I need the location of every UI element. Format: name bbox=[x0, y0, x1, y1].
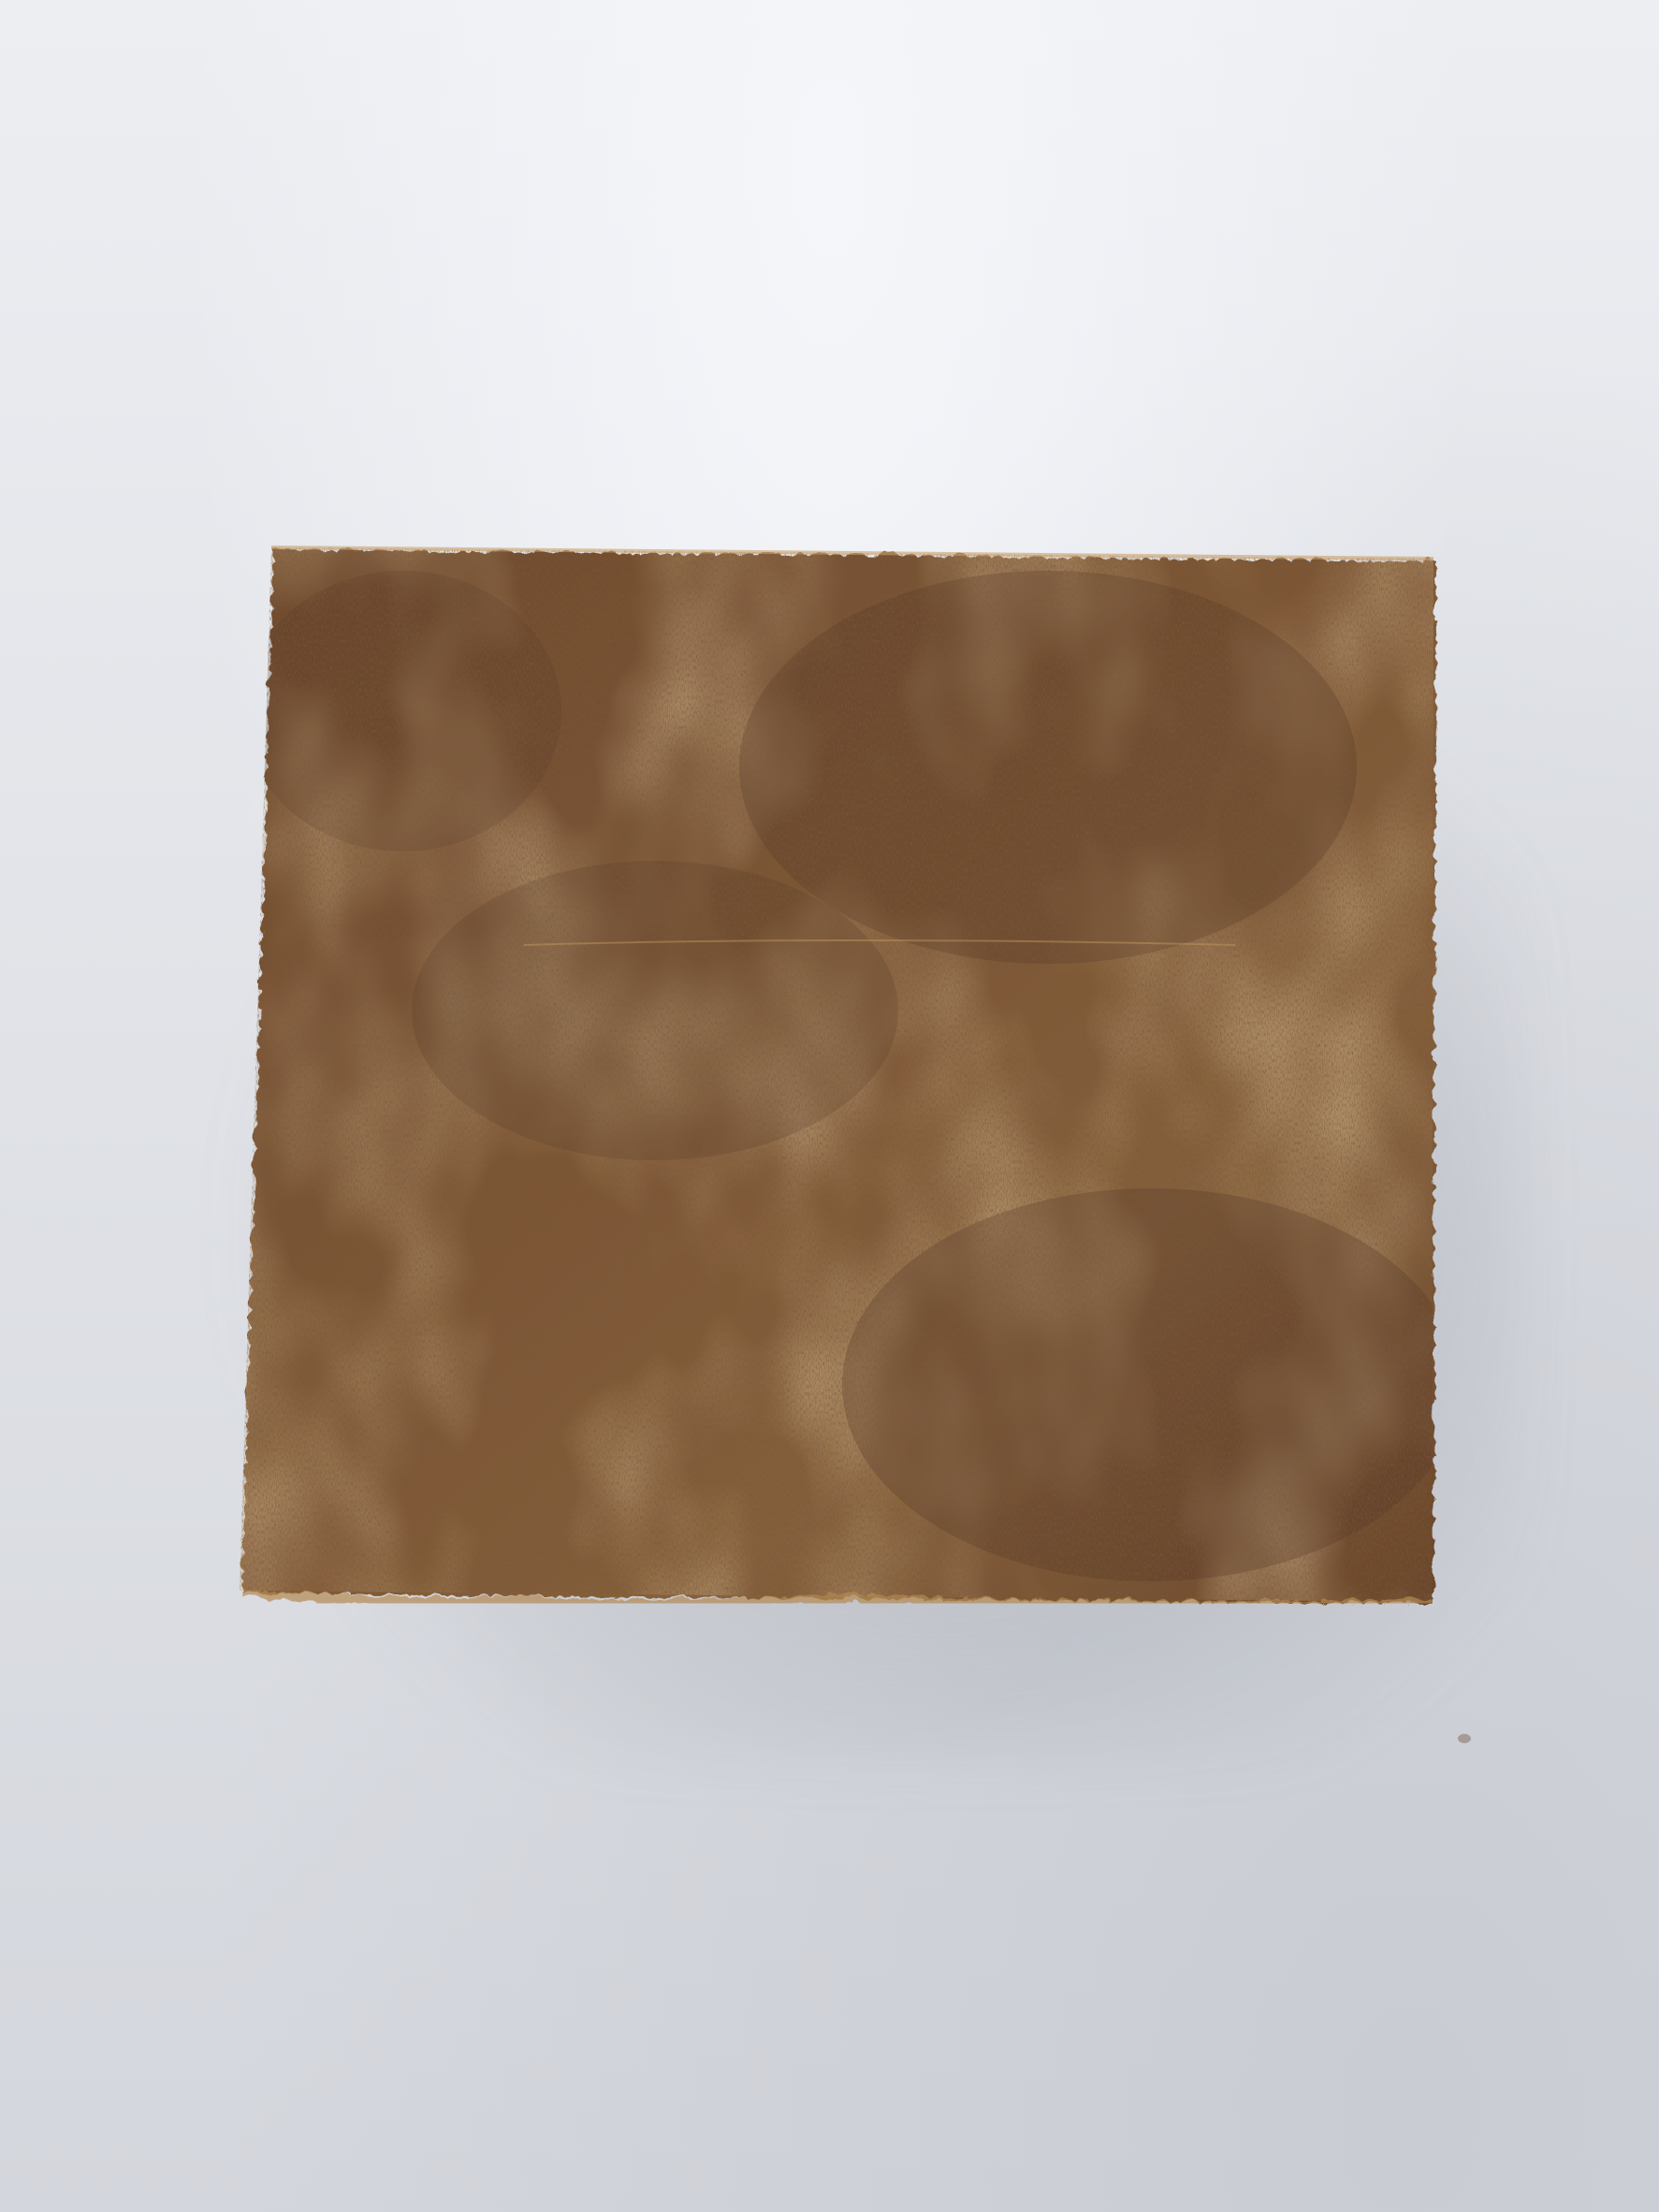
background-speck bbox=[1458, 1734, 1471, 1743]
wood-pore-texture bbox=[225, 533, 1450, 1619]
